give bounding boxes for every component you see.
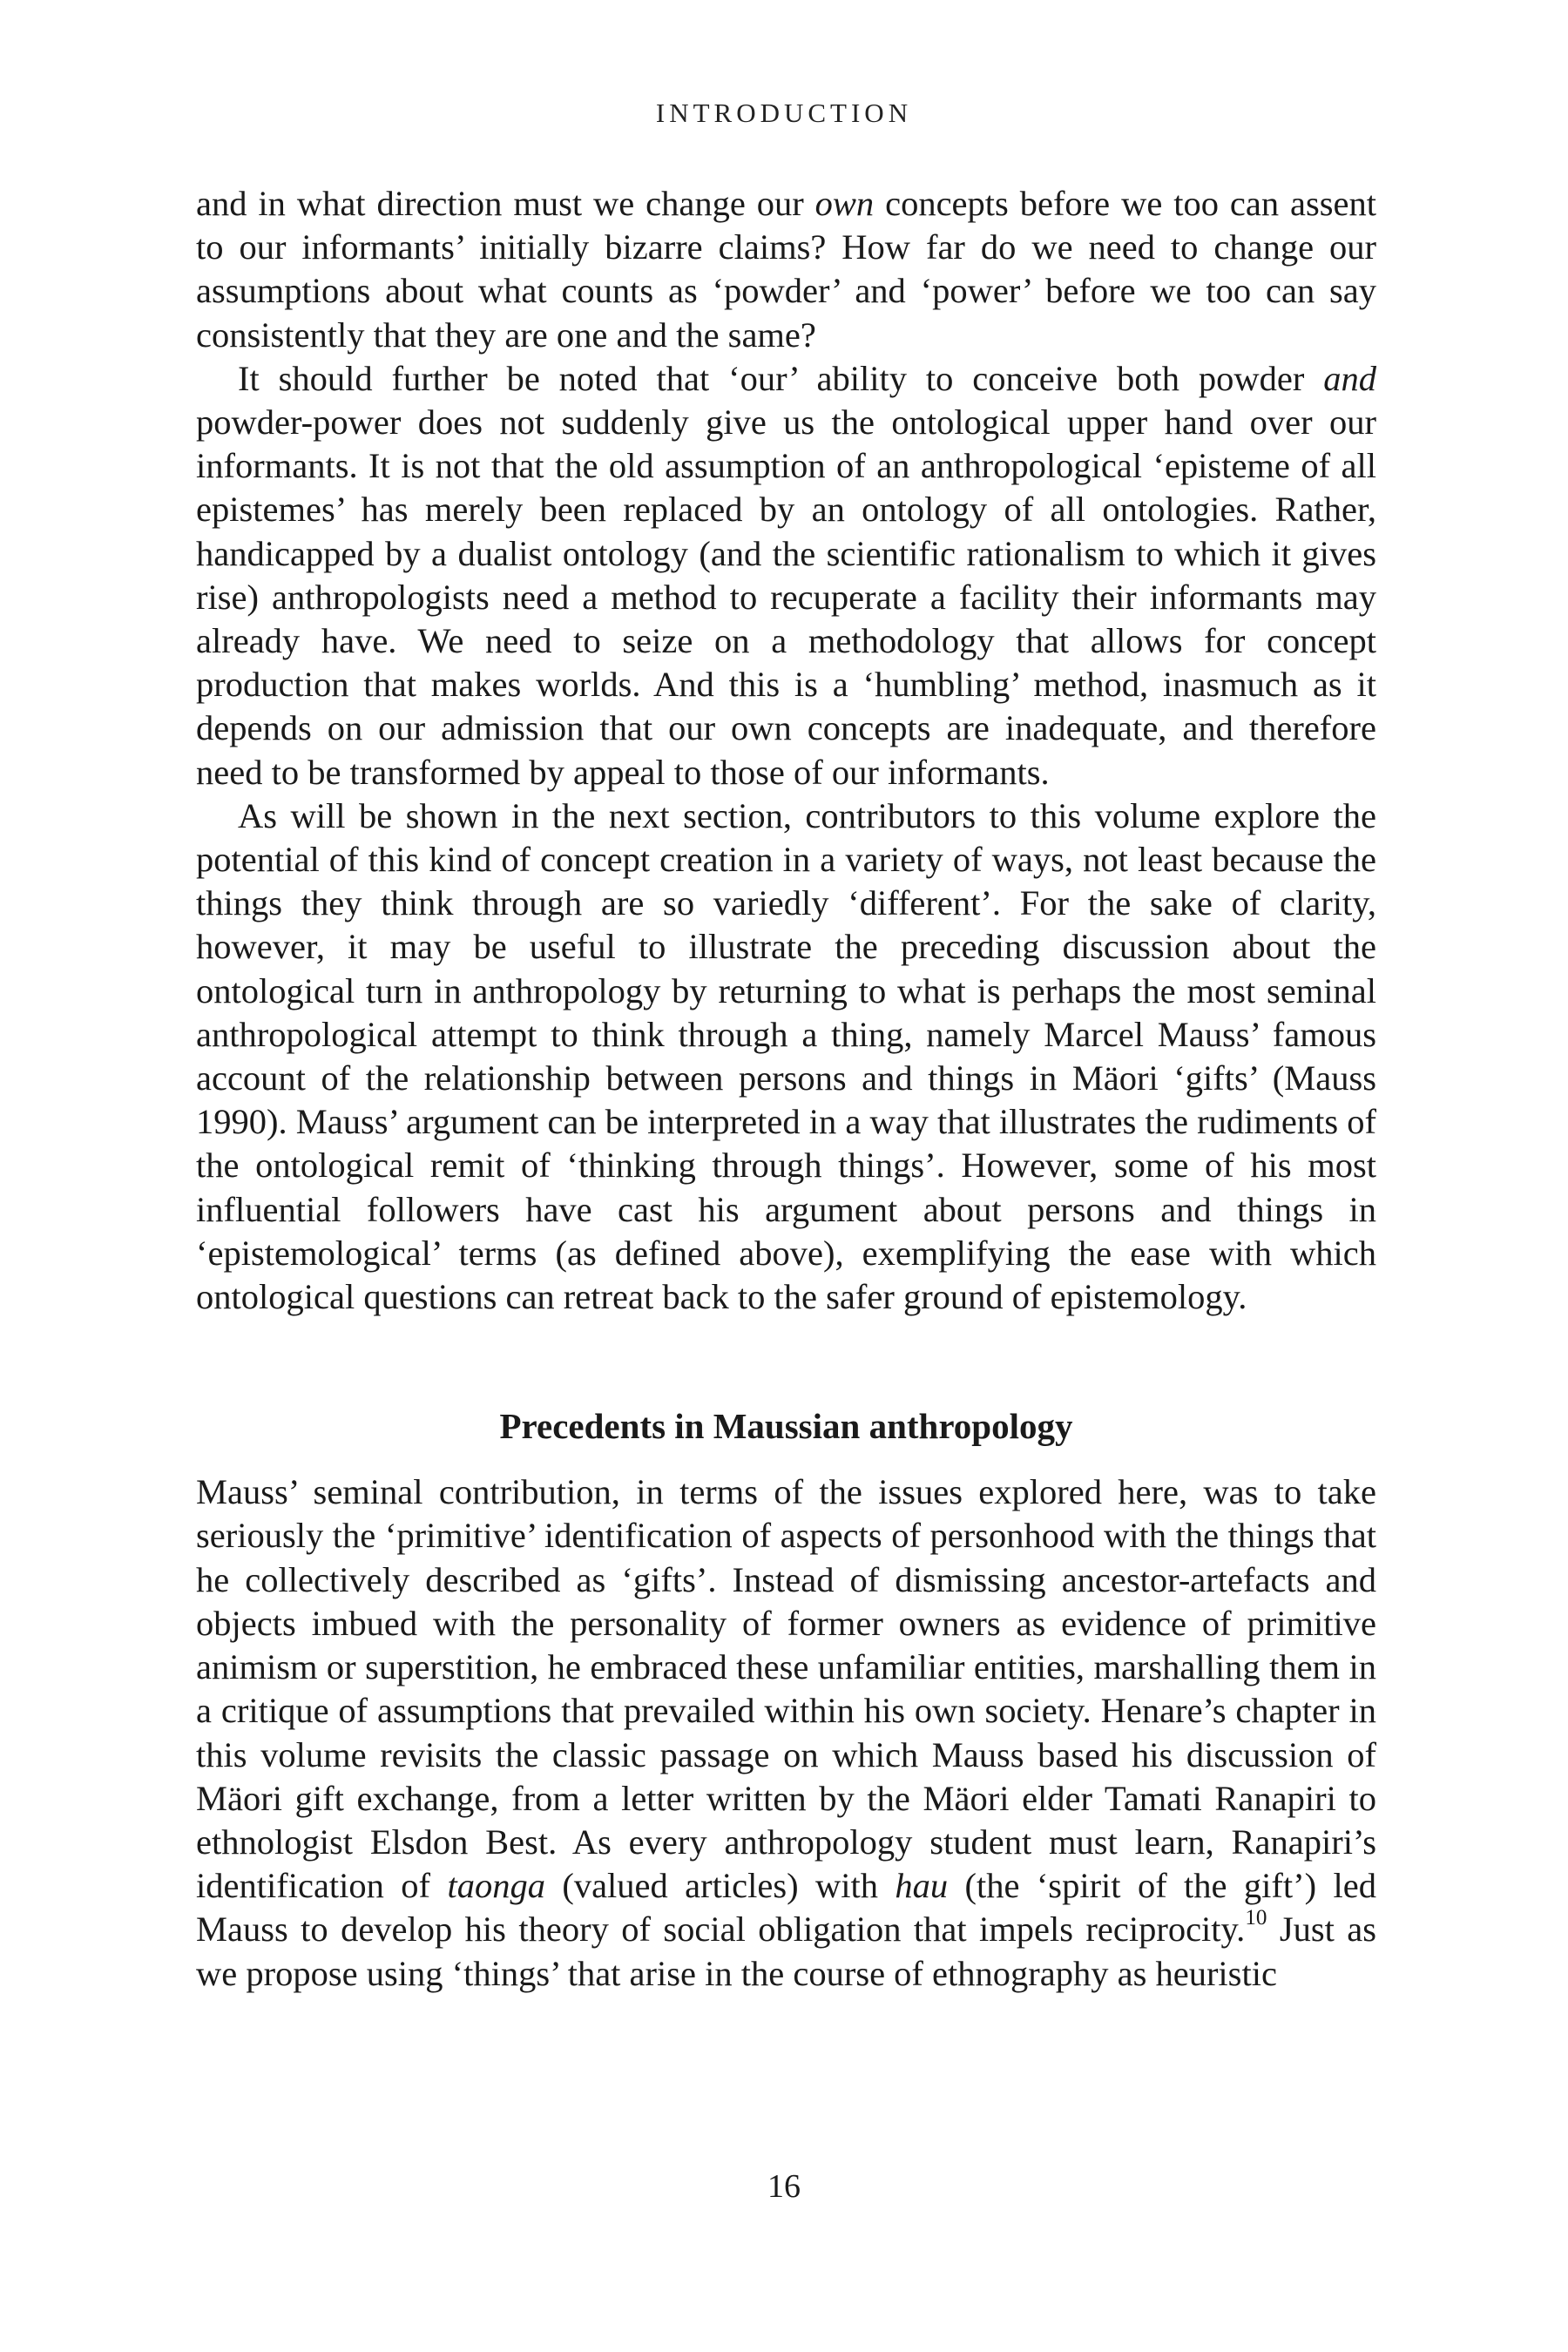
paragraph-4-text-d: Just as we propose using ‘things’ that arise in the course of ethnography as heuristic — [196, 1909, 1376, 1993]
paragraph-1-text-a: and in what direction must we change our — [196, 184, 815, 223]
paragraph-4-emphasis-hau: hau — [895, 1866, 949, 1906]
paragraph-2 — [196, 357, 1376, 794]
paragraph-4-text-a: Mauss’ seminal contribution, in terms of the issues explored here, was to take seriously the ‘primitive’ identification of aspects of personhood with the things that he collectively described as ‘gifts’. Instead of dismissing ancestor-artefacts and objects imbued with the personality of former owners as evidence of primitive animism or superstition, he embraced these unfamiliar entities, marshalling them in a critique of assumptions that prevailed within his own society. Henare’s chapter in this volume revisits the classic passage on which Mauss based his discussion of Mäori gift exchange, from a letter written by the Mäori elder Tamati Ranapiri to ethnologist Elsdon Best. As every anthropology student must learn, Ranapiri’s identification of — [196, 1472, 1376, 1906]
paragraph-2-text-b: powder-power does not suddenly give us the ontological upper hand over our informants. It is not that the old assumption of an anthropological ‘episteme of all epistemes’ has merely been replaced by an ontology of all ontologies. Rather, handicapped by a dualist ontology (and the scientific rationalism to which it gives rise) anthropologists need a method to recuperate a facility their informants may already have. We need to seize on a methodology that allows for concept production that makes worlds. And this is a ‘humbling’ method, inasmuch as it depends on our admission that our own concepts are inadequate, and therefore need to be transformed by appeal to those of our informants. — [196, 402, 1376, 792]
section-heading: Precedents in Maussian anthropology — [499, 1406, 1073, 1447]
running-head: INTRODUCTION — [655, 98, 913, 128]
paragraph-4-emphasis-taonga: taonga — [447, 1866, 545, 1906]
footnote-marker[interactable]: 10 — [1245, 1906, 1267, 1930]
paragraph-1-text-b: concepts before we too can assent to our informants’ initially bizarre claims? How far do we need to change our assumptions about what counts as ‘powder’ and ‘power’ before we too can say consistently that they are one and the same? — [196, 184, 1376, 355]
paragraph-4 — [196, 1470, 1376, 1995]
paragraph-1-emphasis: own — [814, 184, 875, 223]
paragraph-4-text-c: (the ‘spirit of the gift’) led Mauss to develop his theory of social obligation that impels reciprocity. — [196, 1866, 1376, 1950]
paragraph-4-text-b: (valued articles) with — [544, 1866, 896, 1906]
paragraph-2-text-a: It should further be noted that ‘our’ ability to conceive both powder — [238, 358, 1324, 398]
paragraph-2-emphasis: and — [1323, 358, 1376, 398]
page-number: 16 — [767, 2168, 801, 2205]
body-text — [196, 182, 1376, 1996]
paragraph-3: As will be shown in the next section, contributors to this volume explore the potential of this kind of concept creation in a variety of ways, not least because the things they think through are so variedly ‘different’. For the sake of clarity, however, it may be useful to illustrate the preceding discussion about the ontological turn in anthropology by returning to what is perhaps the most seminal anthropological attempt to think through a thing, namely Marcel Mauss’ famous account of the relationship between persons and things in Mäori ‘gifts’ (Mauss 1990). Mauss’ argument can be interpreted in a way that illustrates the rudiments of the ontological remit of ‘thinking through things’. However, some of his most influential followers have cast his argument about persons and things in ‘epistemological’ terms (as defined above), exemplifying the ease with which ontological questions can retreat back to the safer ground of epistemology. — [196, 795, 1376, 1317]
paragraph-1 — [196, 182, 1376, 357]
